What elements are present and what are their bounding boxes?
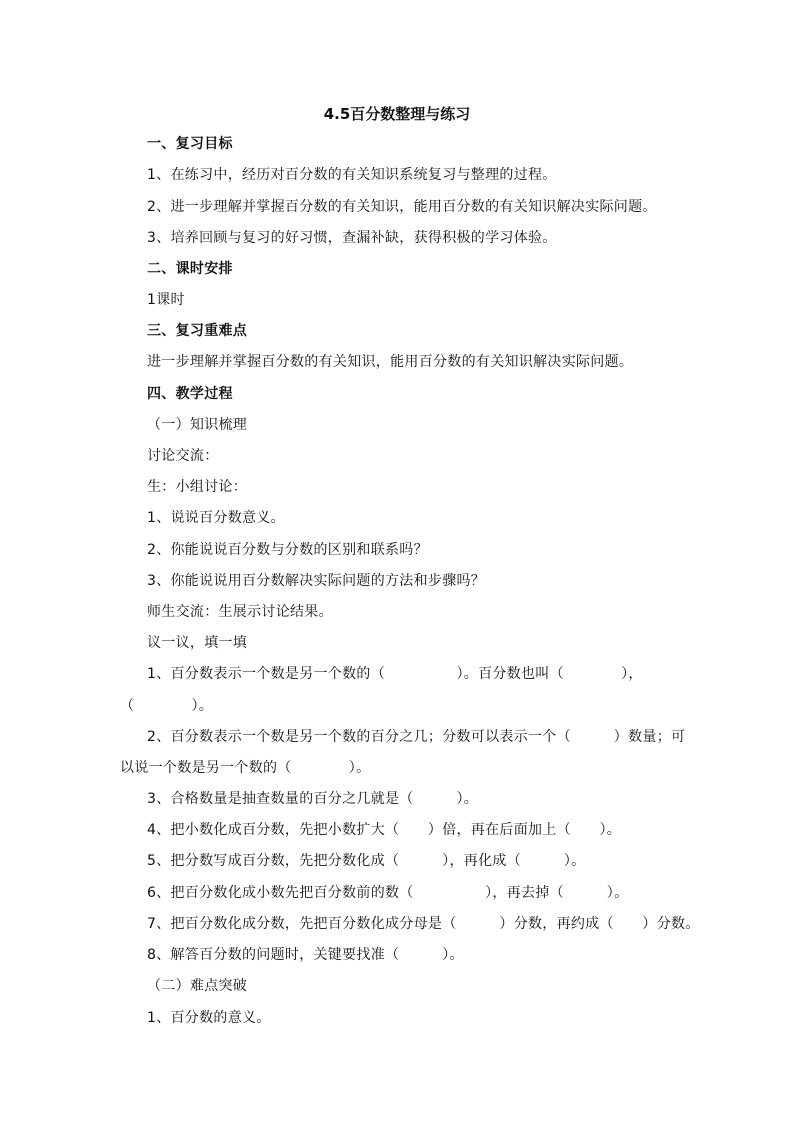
section-heading-key-points: 三、复习重难点 xyxy=(147,323,248,339)
section-heading-process: 四、教学过程 xyxy=(147,386,233,402)
fill-item-3: 3、合格数量是抽查数量的百分之几就是（ ）。 xyxy=(147,791,479,807)
fill-item-2: 2、百分数表示一个数是另一个数的百分之几；分数可以表示一个（ ）数量；可 xyxy=(147,729,686,745)
section-heading-schedule: 二、课时安排 xyxy=(147,261,233,277)
subsection-heading-difficulties: （二）难点突破 xyxy=(147,978,248,994)
section-heading-goals: 一、复习目标 xyxy=(147,136,233,152)
subsection-heading-knowledge: （一）知识梳理 xyxy=(147,417,248,433)
discussion-label: 讨论交流： xyxy=(147,448,219,464)
question-item-1: 1、说说百分数意义。 xyxy=(147,510,285,526)
goal-item-3: 3、培养回顾与复习的好习惯，查漏补缺，获得积极的学习体验。 xyxy=(147,230,557,246)
schedule-text: 1课时 xyxy=(147,292,185,308)
goal-item-1: 1、在练习中，经历对百分数的有关知识系统复习与整理的过程。 xyxy=(147,167,557,183)
fill-item-1-continued: （ ）。 xyxy=(120,698,214,714)
fill-item-2-continued: 以说一个数是另一个数的（ ）。 xyxy=(120,760,371,776)
goal-item-2: 2、进一步理解并掌握百分数的有关知识，能用百分数的有关知识解决实际问题。 xyxy=(147,199,657,215)
fill-item-7: 7、把百分数化成分数，先把百分数化成分母是（ ）分数，再约成（ ）分数。 xyxy=(147,916,700,932)
fill-item-6: 6、把百分数化成小数先把百分数前的数（ ），再去掉（ ）。 xyxy=(147,885,629,901)
fill-item-5: 5、把分数写成百分数，先把分数化成（ ），再化成（ ）。 xyxy=(147,853,586,869)
difficulty-item-1: 1、百分数的意义。 xyxy=(147,1010,271,1026)
fill-in-heading: 议一议，填一填 xyxy=(147,635,248,651)
fill-item-8: 8、解答百分数的问题时，关键要找准（ ）。 xyxy=(147,947,464,963)
question-item-3: 3、你能说说用百分数解决实际问题的方法和步骤吗？ xyxy=(147,573,486,589)
fill-item-4: 4、把小数化成百分数，先把小数扩大（ ）倍，再在后面加上（ ）。 xyxy=(147,822,622,838)
key-points-text: 进一步理解并掌握百分数的有关知识，能用百分数的有关知识解决实际问题。 xyxy=(147,354,634,370)
fill-item-1: 1、百分数表示一个数是另一个数的（ ）。百分数也叫（ ）， xyxy=(147,666,643,682)
question-item-2: 2、你能说说百分数与分数的区别和联系吗？ xyxy=(147,542,428,558)
document-title: 4.5百分数整理与练习 xyxy=(323,105,471,123)
student-group-label: 生：小组讨论： xyxy=(147,479,248,495)
exchange-text: 师生交流：生展示讨论结果。 xyxy=(147,604,333,620)
